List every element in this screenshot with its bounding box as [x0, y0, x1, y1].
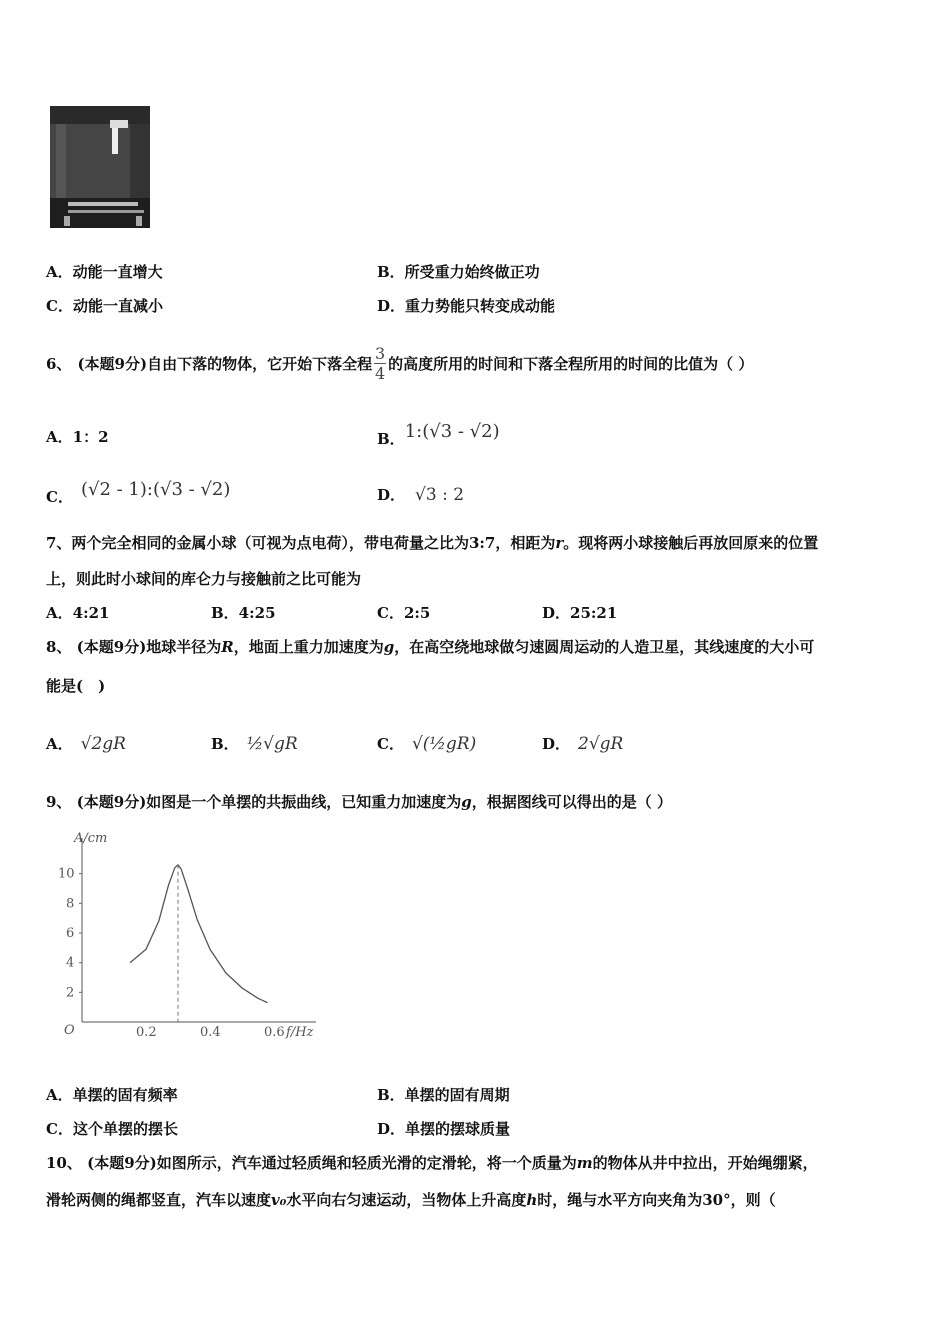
q10-text-a: 10、 (本题9分)如图所示，汽车通过轻质绳和轻质光滑的定滑轮，将一个质量为	[46, 1154, 577, 1172]
resonance-curve	[130, 865, 268, 1003]
q8-a-math: √2gR	[80, 733, 126, 754]
photo-drawing	[50, 106, 150, 228]
q6-c-label: C．	[46, 488, 73, 506]
q6-d-math: √3 : 2	[415, 484, 465, 505]
q8-d-label: D．	[542, 735, 571, 753]
chart-ticks	[58, 867, 285, 1040]
q7-option-b: B．4:25	[211, 604, 276, 622]
q6-frac-den: 4	[375, 363, 386, 383]
q5-option-a: A．动能一直增大	[46, 263, 163, 281]
chart-origin-label: O	[64, 1023, 75, 1038]
q10-line-2	[46, 1189, 776, 1210]
q8-a-label: A．	[46, 735, 73, 753]
q10-text-b2: 水平向右匀速运动，当物体上升高度	[286, 1191, 527, 1209]
q6-option-a	[46, 426, 109, 447]
q6-b-math: 1:(√3 - √2)	[404, 421, 500, 442]
q7-text-a: 7、两个完全相同的金属小球（可视为点电荷），带电荷量之比为3:7，相距为	[46, 534, 556, 552]
q6-number: 6、	[46, 354, 72, 373]
q9-stem	[46, 791, 672, 812]
chart-series	[130, 865, 268, 1022]
q8-c-math: √(½gR)	[411, 733, 477, 754]
q5-option-c: C．动能一直减小	[46, 297, 163, 315]
q8-var-g: g	[383, 638, 395, 656]
q8-text-b: ，地面上重力加速度为	[233, 638, 384, 656]
q9-option-b: B．单摆的固有周期	[377, 1086, 510, 1104]
q8-d-math: 2√gR	[578, 733, 624, 754]
q10-text-a2: 滑轮两侧的绳都竖直，汽车以速度	[46, 1191, 272, 1209]
q8-var-r: R	[221, 638, 234, 656]
q10-line-1	[46, 1152, 818, 1173]
q8-option-b	[211, 733, 298, 754]
y-tick-label: 2	[66, 985, 75, 1001]
x-tick-label: 0.2	[136, 1025, 157, 1040]
q9-option-d: D．单摆的摆球质量	[377, 1120, 511, 1138]
q8-text-a: 8、 (本题9分)地球半径为	[46, 638, 222, 656]
q8-option-a	[46, 733, 126, 754]
q6-stem-before: 自由下落的物体，它开始下落全程	[147, 354, 373, 373]
q6-stem	[46, 328, 753, 398]
figure-photo	[50, 106, 150, 228]
q6-fraction	[374, 344, 386, 383]
q6-stem-after: 的高度所用的时间和下落全程所用的时间的比值为（ ）	[388, 354, 754, 373]
q9-text-a: 9、 (本题9分)如图是一个单摆的共振曲线，已知重力加速度为	[46, 793, 462, 811]
q7-option-a: A．4:21	[46, 604, 110, 622]
resonance-chart	[46, 822, 346, 1052]
q6-b-label: B．	[377, 430, 405, 448]
q8-option-c	[377, 733, 476, 754]
q10-var-h: h	[526, 1191, 538, 1209]
q7-line-1	[46, 532, 818, 553]
q6-a-text: 1：2	[72, 428, 109, 446]
q10-text-c2: 时，绳与水平方向夹角为30°，则（	[537, 1191, 776, 1209]
q8-line-2: 能是( )	[46, 677, 106, 695]
q9-var-g: g	[461, 793, 472, 811]
y-tick-label: 6	[66, 926, 75, 941]
q8-line-1	[46, 636, 814, 657]
q6-d-label: D．	[377, 486, 406, 504]
chart-xlabel: f/Hz	[286, 1025, 314, 1040]
q6-frac-num: 3	[375, 343, 386, 363]
q5-option-b: B．所受重力始终做正功	[377, 263, 540, 281]
x-tick-label: 0.6	[264, 1025, 285, 1040]
chart-ylabel: A/cm	[74, 831, 108, 846]
q9-text-b: ，根据图线可以得出的是（ ）	[471, 793, 673, 811]
x-tick-label: 0.4	[200, 1025, 221, 1040]
q8-option-d	[542, 733, 623, 754]
q9-option-a: A．单摆的固有频率	[46, 1086, 178, 1104]
y-tick-label: 10	[58, 866, 75, 882]
chart-axes	[82, 838, 316, 1022]
q6-a-label: A．	[46, 428, 73, 446]
q7-var-r: r	[555, 534, 564, 552]
q7-option-d: D．25:21	[542, 604, 618, 622]
q6-points: (本题9分)	[77, 354, 148, 373]
q6-c-math: (√2 - 1):(√3 - √2)	[80, 479, 231, 500]
q8-b-label: B．	[211, 735, 239, 753]
q8-b-math: ½√gR	[246, 733, 298, 754]
y-tick-label: 8	[66, 896, 75, 912]
y-tick-label: 4	[66, 955, 75, 971]
q8-text-c: ，在高空绕地球做匀速圆周运动的人造卫星，其线速度的大小可	[394, 638, 815, 656]
q9-option-c: C．这个单摆的摆长	[46, 1120, 178, 1138]
q10-var-m: m	[576, 1154, 593, 1172]
q5-option-d: D．重力势能只转变成动能	[377, 297, 556, 315]
q6-option-d	[377, 484, 464, 505]
q8-c-label: C．	[377, 735, 404, 753]
q10-var-v0: v₀	[271, 1191, 287, 1209]
q6-option-c	[46, 472, 230, 507]
q7-option-c: C．2:5	[377, 604, 431, 622]
q7-text-b: 。现将两小球接触后再放回原来的位置	[563, 534, 819, 552]
q7-line-2: 上，则此时小球间的库仑力与接触前之比可能为	[46, 570, 362, 588]
q6-option-b	[377, 414, 500, 449]
q10-text-b: 的物体从井中拉出，开始绳绷紧，	[592, 1154, 818, 1172]
